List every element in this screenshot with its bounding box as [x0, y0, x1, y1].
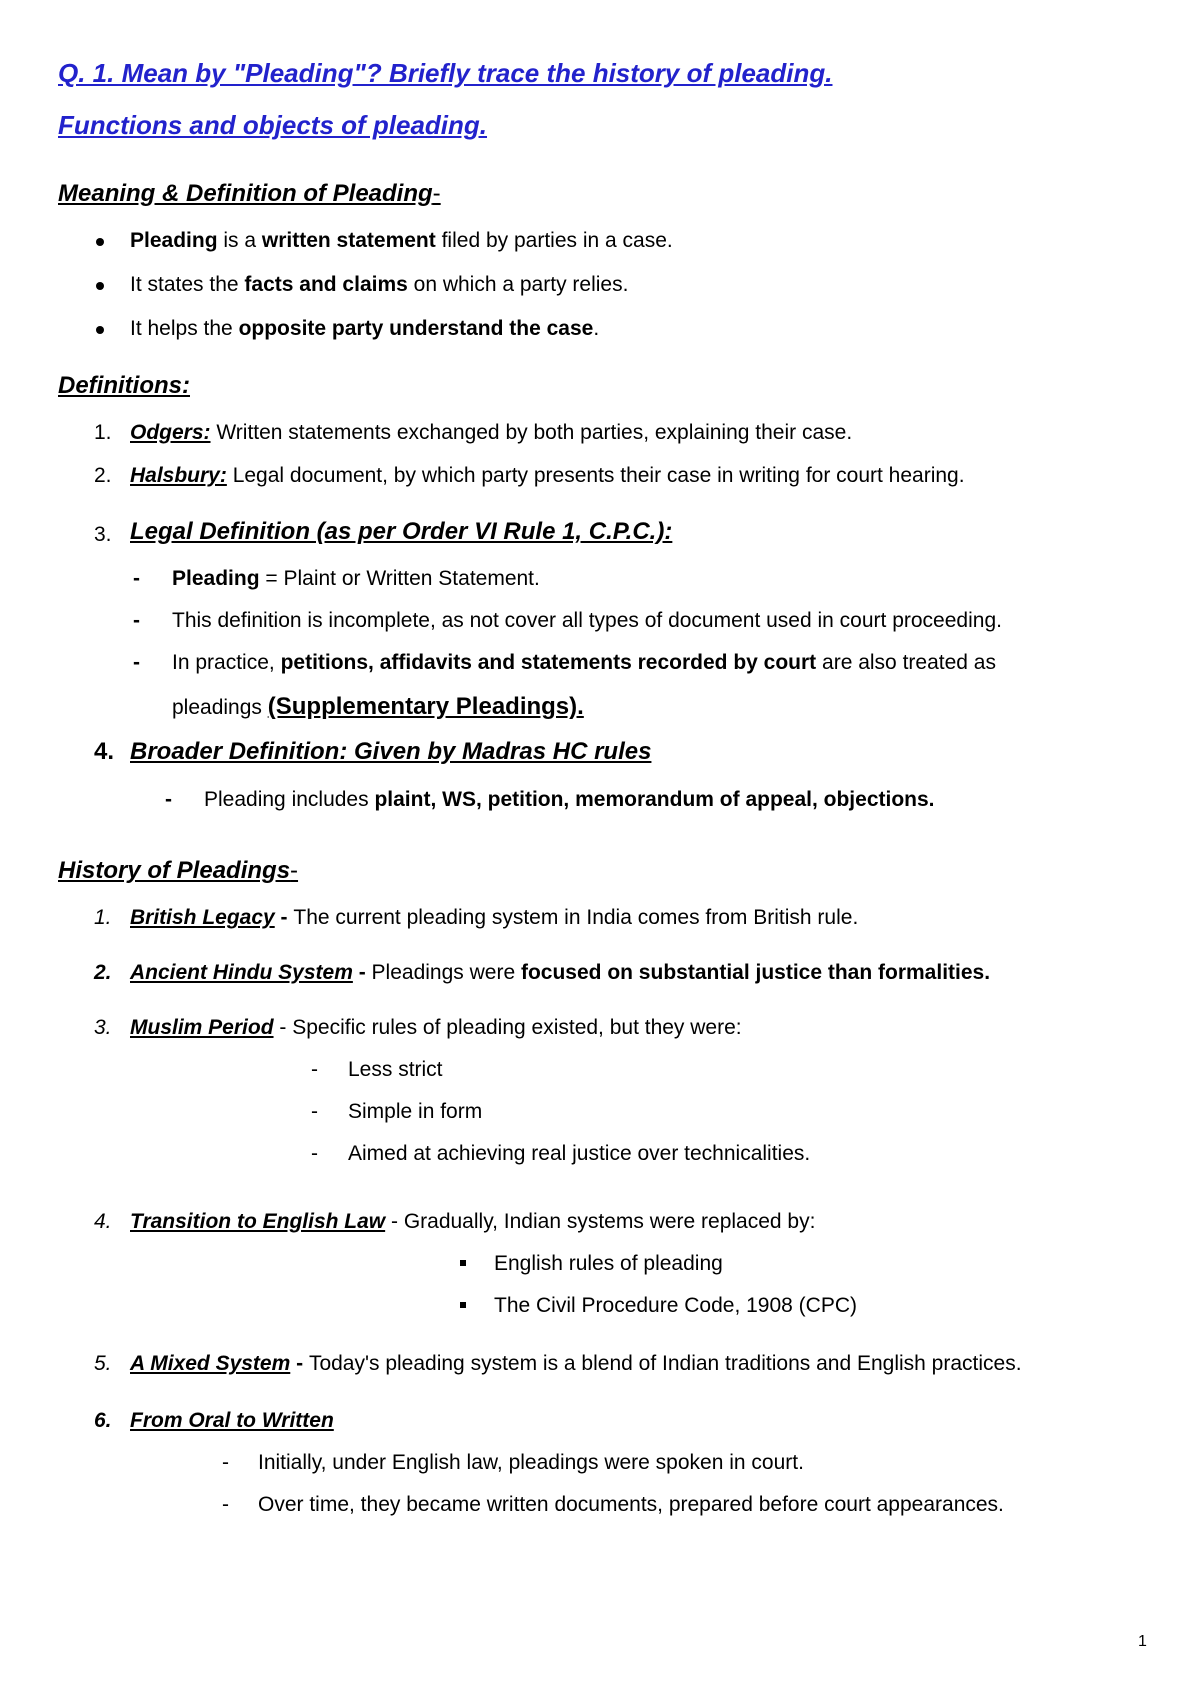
english-sub-1: English rules of pleading: [494, 1252, 723, 1275]
muslim-sub-1: Less strict: [348, 1058, 443, 1081]
legal-sub-2: This definition is incomplete, as not cover all types of document used in court proceeding.: [172, 609, 1002, 632]
definition-broader-heading: Broader Definition: Given by Madras HC rules: [130, 738, 652, 765]
meaning-bullet-3: It helps the opposite party understand the case.: [130, 317, 600, 340]
bullet-icon: [96, 282, 104, 290]
page-number: 1: [1138, 1633, 1147, 1650]
bullet-icon: [96, 238, 104, 246]
definition-legal-heading: Legal Definition (as per Order VI Rule 1, C.P.C.):: [130, 518, 673, 545]
meaning-heading: Meaning & Definition of Pleading-: [58, 180, 441, 207]
legal-sub-3: In practice, petitions, affidavits and statements recorded by court are also treated as: [172, 651, 996, 674]
history-heading: History of Pleadings-: [58, 857, 299, 884]
list-number: 3.: [94, 523, 112, 546]
oral-sub-1: Initially, under English law, pleadings were spoken in court.: [258, 1451, 804, 1474]
list-number: 4.: [94, 738, 115, 765]
list-number: 5.: [94, 1352, 112, 1375]
history-british-legacy: British Legacy - The current pleading system in India comes from British rule.: [130, 906, 859, 929]
dash-marker: -: [133, 609, 140, 632]
dash-marker: -: [222, 1451, 229, 1474]
definitions-heading: Definitions:: [58, 372, 190, 399]
dash-marker: -: [311, 1100, 318, 1123]
definition-odgers: Odgers: Written statements exchanged by both parties, explaining their case.: [130, 421, 853, 444]
broader-sub-1: Pleading includes plaint, WS, petition, memorandum of appeal, objections.: [204, 788, 935, 811]
legal-sub-1: Pleading = Plaint or Written Statement.: [172, 567, 540, 590]
list-number: 4.: [94, 1210, 112, 1233]
dash-marker: -: [165, 788, 172, 811]
history-oral-to-written: From Oral to Written: [130, 1409, 334, 1432]
list-number: 1.: [94, 906, 112, 929]
muslim-sub-3: Aimed at achieving real justice over technicalities.: [348, 1142, 811, 1165]
history-transition-english: Transition to English Law - Gradually, Indian systems were replaced by:: [130, 1210, 816, 1233]
dash-marker: -: [133, 567, 140, 590]
bullet-icon: [96, 326, 104, 334]
list-number: 3.: [94, 1016, 112, 1039]
definition-halsbury: Halsbury: Legal document, by which party presents their case in writing for court hearing.: [130, 464, 965, 487]
list-number: 2.: [94, 961, 112, 984]
square-bullet-icon: [460, 1260, 466, 1266]
history-mixed-system: A Mixed System - Today's pleading system is a blend of Indian traditions and English practices.: [130, 1352, 1022, 1375]
oral-sub-2: Over time, they became written documents, prepared before court appearances.: [258, 1493, 1004, 1516]
dash-marker: -: [222, 1493, 229, 1516]
history-muslim-period: Muslim Period - Specific rules of pleading existed, but they were:: [130, 1016, 742, 1039]
dash-marker: -: [311, 1058, 318, 1081]
muslim-sub-2: Simple in form: [348, 1100, 483, 1123]
question-title-line-2: Functions and objects of pleading.: [58, 110, 488, 140]
english-sub-2: The Civil Procedure Code, 1908 (CPC): [494, 1294, 857, 1317]
meaning-bullet-2: It states the facts and claims on which a party relies.: [130, 273, 629, 296]
list-number: 2.: [94, 464, 112, 487]
history-ancient-hindu: Ancient Hindu System - Pleadings were focused on substantial justice than formalities.: [130, 961, 991, 984]
legal-sub-3-continued: pleadings (Supplementary Pleadings).: [172, 693, 584, 720]
question-title-line-1: Q. 1. Mean by "Pleading"? Briefly trace the history of pleading.: [58, 58, 833, 88]
list-number: 1.: [94, 421, 112, 444]
square-bullet-icon: [460, 1302, 466, 1308]
dash-marker: -: [133, 651, 140, 674]
dash-marker: -: [311, 1142, 318, 1165]
meaning-bullet-1: Pleading is a written statement filed by parties in a case.: [130, 229, 673, 252]
list-number: 6.: [94, 1409, 112, 1432]
